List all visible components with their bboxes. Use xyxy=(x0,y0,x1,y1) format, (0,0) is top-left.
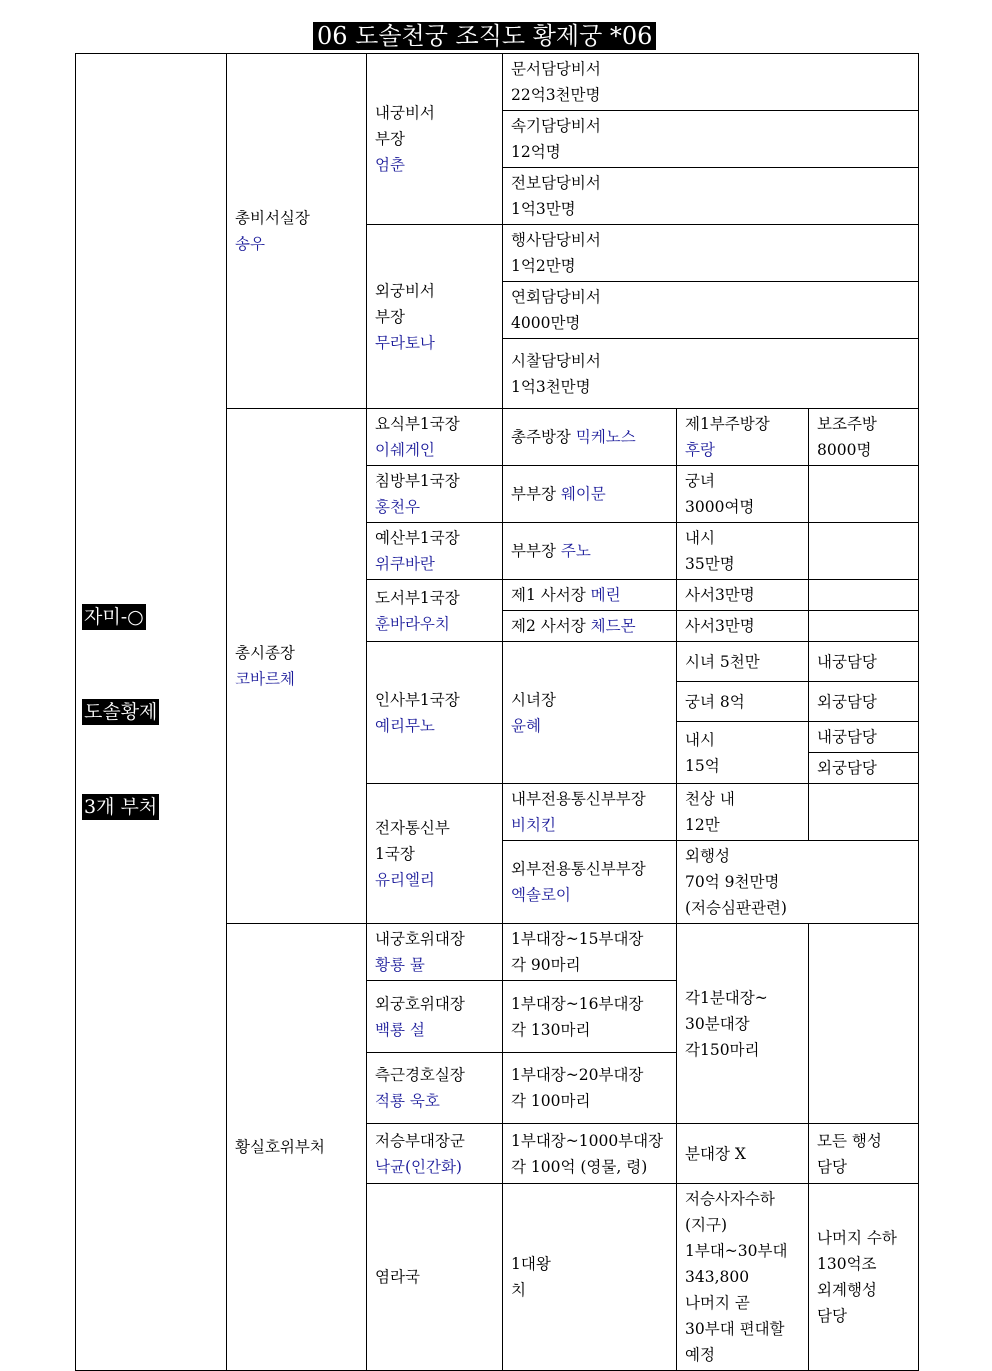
person-name: 훈바라우치 xyxy=(375,614,450,633)
role-title: 총주방장 xyxy=(511,428,571,446)
person-name: 메린 xyxy=(590,586,621,604)
role-title: 부부장 xyxy=(511,542,556,560)
dept-title: 요식부1국장 xyxy=(375,415,460,433)
empty-cell xyxy=(809,924,919,1124)
sec3-r1-b: 1부대장~15부대장 각 90마리 xyxy=(503,924,677,981)
person-name: 믹케노스 xyxy=(575,428,636,446)
empty-cell xyxy=(809,523,919,580)
empty-cell xyxy=(809,784,919,841)
dept-title: 침방부1국장 xyxy=(375,472,460,490)
sec2-r3-b xyxy=(503,523,677,580)
sec1-inner-cell xyxy=(367,54,503,225)
sidebar-line-2: 도솔황제 xyxy=(84,700,158,723)
sec2-r5-d4: 외궁담당 xyxy=(809,753,919,784)
sec2-r6-b2 xyxy=(503,841,677,924)
sec3-shared-c: 각1분대장~ 30분대장 각150마리 xyxy=(677,924,809,1124)
page-title: 06 도솔천궁 조직도 황제궁 *06 xyxy=(313,22,656,50)
role-title: 제1부주방장 xyxy=(685,415,770,433)
person-name: 유리엘리 xyxy=(375,870,435,889)
sec2-r4-c1: 사서3만명 xyxy=(677,580,809,611)
sec1-head-name: 송우 xyxy=(235,235,265,253)
sec2-r3-c: 내시 35만명 xyxy=(677,523,809,580)
person-name: 체드몬 xyxy=(590,617,636,635)
sec1-inner-name: 엄춘 xyxy=(375,156,405,174)
sec2-head: 총시종장 xyxy=(235,644,295,662)
sec2-r5-d3: 내궁담당 xyxy=(809,722,919,753)
person-name: 백룡 설 xyxy=(375,1020,425,1039)
person-name: 홍천우 xyxy=(375,498,420,516)
sec2-r6-b1 xyxy=(503,784,677,841)
dept-title: 측근경호실장 xyxy=(375,1066,465,1084)
sec1-outer-row-3: 시찰담당비서 1억3천만명 xyxy=(503,339,919,409)
sec2-head-cell xyxy=(227,409,367,924)
sec2-r4-c2: 사서3만명 xyxy=(677,611,809,642)
person-name: 후랑 xyxy=(685,441,715,459)
sec3-head-cell: 황실호위부처 xyxy=(227,924,367,1371)
sec3-r4-b: 1부대장~1000부대장 각 100억 (영물, 령) xyxy=(503,1124,677,1184)
sec3-r5-a: 염라국 xyxy=(367,1184,503,1371)
person-name: 황룡 뮬 xyxy=(375,956,425,974)
sec1-inner-title: 내궁비서 부장 xyxy=(375,104,435,148)
role-title: 제2 사서장 xyxy=(511,617,586,635)
sec1-head: 총비서실장 xyxy=(235,209,310,227)
sec2-r4-b2 xyxy=(503,611,677,642)
person-name: 낙균(인간화) xyxy=(375,1157,462,1176)
person-name: 웨이문 xyxy=(560,485,606,503)
sec2-r2-b xyxy=(503,466,677,523)
sec1-outer-row-2: 연회담당비서 4000만명 xyxy=(503,282,919,339)
sec1-inner-row-3: 전보담당비서 1억3만명 xyxy=(503,168,919,225)
dept-title: 도서부1국장 xyxy=(375,588,460,607)
sec2-r2-c: 궁녀 3000여명 xyxy=(677,466,809,523)
dept-title: 내궁호위대장 xyxy=(375,930,465,948)
sec2-r4-b1 xyxy=(503,580,677,611)
sec2-r1-c xyxy=(677,409,809,466)
sec2-r6-c2: 외행성 70억 9천만명 (저승심판관련) xyxy=(677,841,919,924)
dept-title: 저승부대장군 xyxy=(375,1131,465,1150)
sec3-r1-a xyxy=(367,924,503,981)
sidebar-line-3: 3개 부처 xyxy=(84,795,158,818)
sec2-r3-a xyxy=(367,523,503,580)
sec2-r4-a xyxy=(367,580,503,642)
role-title: 시녀장 xyxy=(511,690,556,709)
person-name: 위쿠바란 xyxy=(375,555,435,573)
sec1-inner-row-2: 속기담당비서 12억명 xyxy=(503,111,919,168)
sec3-r3-a xyxy=(367,1053,503,1124)
person-name: 비치킨 xyxy=(511,816,556,834)
sec3-r4-a xyxy=(367,1124,503,1184)
sec1-outer-cell xyxy=(367,225,503,409)
sec2-r5-d2: 외궁담당 xyxy=(809,682,919,722)
sec3-r5-d: 나머지 수하 130억조 외계행성 담당 xyxy=(809,1184,919,1371)
sec2-r5-c1: 시녀 5천만 xyxy=(677,642,809,682)
sec2-r5-c2: 궁녀 8억 xyxy=(677,682,809,722)
sec2-r5-c3: 내시 15억 xyxy=(677,722,809,784)
sec2-r1-d: 보조주방 8000명 xyxy=(809,409,919,466)
person-name: 윤혜 xyxy=(511,716,541,735)
org-chart-table xyxy=(75,53,919,1371)
sec2-r5-b xyxy=(503,642,677,784)
dept-title: 인사부1국장 xyxy=(375,690,460,709)
sec1-head-cell xyxy=(227,54,367,409)
person-name: 이쉐게인 xyxy=(375,441,435,459)
sec1-outer-title: 외궁비서 부장 xyxy=(375,281,435,326)
sec2-r5-d1: 내궁담당 xyxy=(809,642,919,682)
sec2-head-name: 코바르체 xyxy=(235,670,295,688)
sec2-r5-a xyxy=(367,642,503,784)
sec3-r3-b: 1부대장~20부대장 각 100마리 xyxy=(503,1053,677,1124)
empty-cell xyxy=(809,611,919,642)
person-name: 주노 xyxy=(560,542,591,560)
role-title: 외부전용통신부부장 xyxy=(511,860,646,878)
role-title: 내부전용통신부부장 xyxy=(511,790,646,808)
empty-cell xyxy=(809,466,919,523)
role-title: 제1 사서장 xyxy=(511,586,586,604)
sec3-r5-c: 저승사자수하 (지구) 1부대~30부대 343,800 나머지 곧 30부대 편대할 예정 xyxy=(677,1184,809,1371)
sec3-r2-a xyxy=(367,981,503,1053)
person-name: 예리무노 xyxy=(375,716,435,735)
sec1-outer-row-1: 행사담당비서 1억2만명 xyxy=(503,225,919,282)
sec1-inner-row-1: 문서담당비서 22억3천만명 xyxy=(503,54,919,111)
sec1-outer-name: 무라토나 xyxy=(375,333,435,352)
sec2-r6-a xyxy=(367,784,503,924)
sec3-r2-b: 1부대장~16부대장 각 130마리 xyxy=(503,981,677,1053)
role-title: 부부장 xyxy=(511,485,556,503)
dept-title: 외궁호위대장 xyxy=(375,994,465,1013)
sec3-r5-b: 1대왕 치 xyxy=(503,1184,677,1371)
sec2-r1-b xyxy=(503,409,677,466)
sidebar-cell xyxy=(76,54,227,1371)
sec2-r2-a xyxy=(367,466,503,523)
person-name: 적룡 욱호 xyxy=(375,1092,440,1110)
sidebar-line-1: 자미-○ xyxy=(84,605,144,628)
sec3-r4-d: 모든 행성 담당 xyxy=(809,1124,919,1184)
dept-title: 전자통신부 1국장 xyxy=(375,818,450,863)
sec2-r6-c1: 천상 내 12만 xyxy=(677,784,809,841)
sec2-r1-a xyxy=(367,409,503,466)
person-name: 엑솔로이 xyxy=(511,886,571,904)
sec3-r4-c: 분대장 X xyxy=(677,1124,809,1184)
empty-cell xyxy=(809,580,919,611)
dept-title: 예산부1국장 xyxy=(375,529,460,547)
